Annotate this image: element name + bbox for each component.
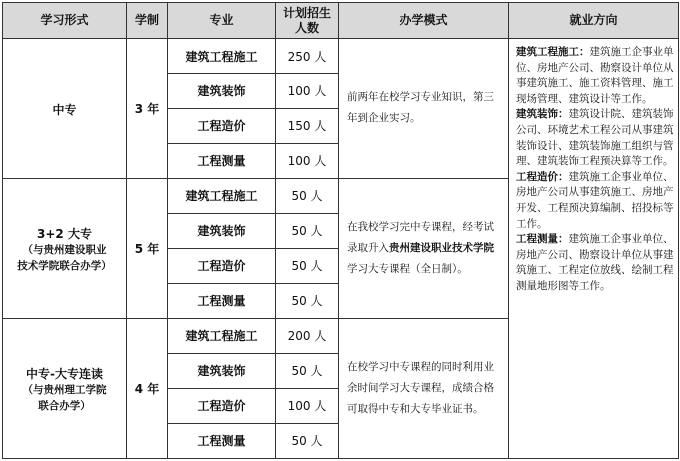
program-form-note: （与贵州建设职业: [22, 243, 107, 256]
enrollment-table: [2, 2, 679, 459]
table-row: [3, 39, 679, 74]
plan-count: 50 人: [276, 178, 339, 213]
plan-count: 200 人: [276, 318, 339, 353]
plan-count: 50 人: [276, 353, 339, 388]
program-form: 中专-大专连读: [26, 366, 103, 381]
plan-count: 50 人: [276, 248, 339, 283]
major-name: 建筑工程施工: [168, 39, 276, 74]
major-name: 建筑工程施工: [168, 318, 276, 353]
header-major: 专业: [168, 3, 276, 39]
program-mode: 前两年在校学习专业知识，第三年到企业实习。: [339, 39, 509, 179]
employment-cell: [509, 39, 679, 459]
employment-item: 建筑工程施工：建筑施工企事业单位、房地产公司、勘察设计单位从事建筑施工、施工资料管理、施工现场管理、建筑设计等工作。: [516, 46, 674, 105]
header-mode: 办学模式: [339, 3, 509, 39]
program-form-cell: [3, 39, 127, 179]
program-mode: 在我校学习完中专课程，经考试录取升入贵州建设职业技术学院学习大专课程（全日制）。: [339, 178, 509, 318]
program-form-cell: [3, 318, 127, 458]
program-form: 3+2 大专: [37, 226, 92, 241]
program-form: 中专: [52, 102, 77, 117]
major-name: 建筑装饰: [168, 213, 276, 248]
major-name: 建筑装饰: [168, 353, 276, 388]
plan-count: 150 人: [276, 108, 339, 143]
plan-count: 100 人: [276, 388, 339, 423]
program-form-note: （与贵州理工学院: [22, 383, 107, 396]
employment-item: 工程造价：建筑施工企事业单位、房地产公司从事建筑施工、房地产开发、工程预决算编制、招投标等工作。: [516, 170, 674, 230]
header-row: [3, 3, 679, 39]
program-duration: 5 年: [127, 178, 168, 318]
major-name: 工程造价: [168, 388, 276, 423]
program-duration: 3 年: [127, 39, 168, 179]
plan-count: 100 人: [276, 74, 339, 109]
major-name: 工程造价: [168, 108, 276, 143]
header-duration: 学制: [127, 3, 168, 39]
major-name: 工程测量: [168, 423, 276, 458]
major-name: 建筑工程施工: [168, 178, 276, 213]
program-mode: 在校学习中专课程的同时利用业余时间学习大专课程，成绩合格可取得中专和大专毕业证书。: [339, 318, 509, 458]
plan-count: 50 人: [276, 213, 339, 248]
header-form: 学习形式: [3, 3, 127, 39]
plan-count: 250 人: [276, 39, 339, 74]
header-plan: [276, 3, 339, 39]
program-duration: 4 年: [127, 318, 168, 458]
major-name: 工程测量: [168, 283, 276, 318]
employment-item: 工程测量：建筑施工企事业单位、房地产公司、勘察设计单位从事建筑施工、工程定位放线、绘制工程测量地形图等工作。: [516, 233, 674, 292]
plan-count: 50 人: [276, 423, 339, 458]
plan-count: 50 人: [276, 283, 339, 318]
header-employment: 就业方向: [509, 3, 679, 39]
major-name: 建筑装饰: [168, 74, 276, 109]
plan-count: 100 人: [276, 143, 339, 178]
header-plan-line2: 人数: [294, 20, 319, 35]
header-plan-line1: 计划招生: [282, 5, 331, 20]
employment-item: 建筑装饰：建筑设计院、建筑装饰公司、环境艺术工程公司从事建筑装饰设计、建筑装饰施工组织与管理、建筑装饰工程预决算等工作。: [516, 108, 674, 168]
major-name: 工程造价: [168, 248, 276, 283]
major-name: 工程测量: [168, 143, 276, 178]
program-form-note: 技术学院联合办学）: [17, 259, 112, 272]
program-form-note: 联合办学）: [38, 399, 91, 412]
program-form-cell: [3, 178, 127, 318]
